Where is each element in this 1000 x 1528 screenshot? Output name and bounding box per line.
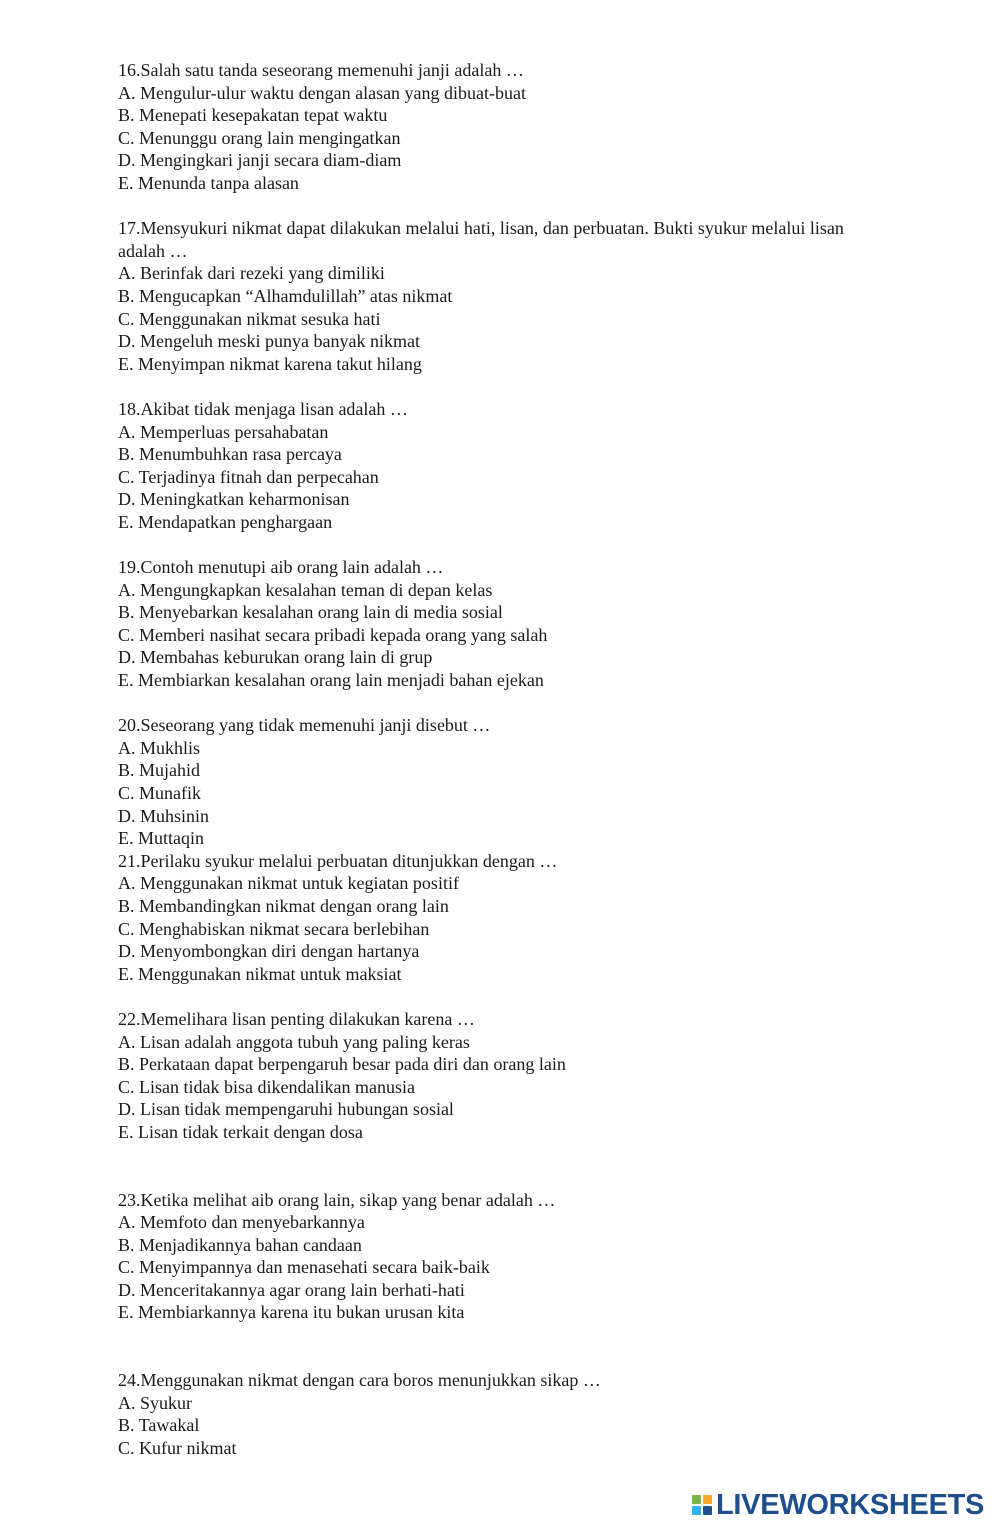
option-b[interactable]: B. Menjadikannya bahan candaan [118,1234,362,1255]
question-20 [118,714,978,850]
option-c[interactable]: C. Menunggu orang lain mengingatkan [118,127,401,148]
option-b[interactable]: B. Menyebarkan kesalahan orang lain di media sosial [118,602,503,623]
option-c[interactable]: C. Menggunakan nikmat sesuka hati [118,308,381,329]
option-a[interactable]: A. Memperluas persahabatan [118,421,329,442]
option-d[interactable]: D. Mengeluh meski punya banyak nikmat [118,331,420,352]
question-prompt: 24.Menggunakan nikmat dengan cara boros menunjukkan sikap … [118,1370,601,1391]
option-e[interactable]: E. Menunda tanpa alasan [118,172,299,193]
worksheet-document [118,59,978,1459]
option-a[interactable]: A. Menggunakan nikmat untuk kegiatan positif [118,873,459,894]
option-c[interactable]: C. Menyimpannya dan menasehati secara baik-baik [118,1257,490,1278]
question-19 [118,556,978,692]
option-d[interactable]: D. Membahas keburukan orang lain di grup [118,647,433,668]
option-e[interactable]: E. Lisan tidak terkait dengan dosa [118,1121,363,1142]
option-e[interactable]: E. Membiarkan kesalahan orang lain menjadi bahan ejekan [118,670,544,691]
option-a[interactable]: A. Berinfak dari rezeki yang dimiliki [118,263,385,284]
question-prompt: 20.Seseorang yang tidak memenuhi janji disebut … [118,715,491,736]
question-prompt: 16.Salah satu tanda seseorang memenuhi janji adalah … [118,60,524,80]
option-b[interactable]: B. Menepati kesepakatan tepat waktu [118,105,388,126]
option-b[interactable]: B. Mengucapkan “Alhamdulillah” atas nikmat [118,285,453,306]
question-prompt: 18.Akibat tidak menjaga lisan adalah … [118,398,408,419]
option-e[interactable]: E. Menggunakan nikmat untuk maksiat [118,963,402,984]
option-a[interactable]: A. Mengulur-ulur waktu dengan alasan yang dibuat-buat [118,82,527,103]
question-21 [118,850,978,986]
question-16 [118,59,978,195]
option-a[interactable]: A. Memfoto dan menyebarkannya [118,1212,365,1233]
option-c[interactable]: C. Kufur nikmat [118,1437,237,1458]
liveworksheets-logo[interactable] [692,1490,984,1520]
option-c[interactable]: C. Terjadinya fitnah dan perpecahan [118,466,379,487]
question-22 [118,1008,978,1144]
question-24 [118,1369,978,1459]
question-17 [118,217,978,375]
question-18 [118,398,978,534]
option-c[interactable]: C. Menghabiskan nikmat secara berlebihan [118,918,430,939]
option-d[interactable]: D. Mengingkari janji secara diam-diam [118,150,402,171]
logo-text: LIVEWORKSHEETS [716,1488,985,1521]
liveworksheets-logo-icon [692,1495,712,1515]
option-d[interactable]: D. Menceritakannya agar orang lain berhati-hati [118,1279,465,1300]
option-b[interactable]: B. Membandingkan nikmat dengan orang lain [118,895,449,916]
option-b[interactable]: B. Menumbuhkan rasa percaya [118,444,342,465]
question-prompt: 17.Mensyukuri nikmat dapat dilakukan melalui hati, lisan, dan perbuatan. Bukti syukur melalui lisan adalah … [118,218,844,261]
option-e[interactable]: E. Muttaqin [118,828,204,849]
option-b[interactable]: B. Tawakal [118,1415,200,1436]
option-c[interactable]: C. Munafik [118,783,201,803]
option-a[interactable]: A. Syukur [118,1392,193,1413]
option-a[interactable]: A. Mukhlis [118,737,201,758]
question-prompt: 22.Memelihara lisan penting dilakukan karena … [118,1008,475,1029]
option-c[interactable]: C. Lisan tidak bisa dikendalikan manusia [118,1076,415,1097]
option-e[interactable]: E. Mendapatkan penghargaan [118,511,333,532]
question-23 [118,1189,978,1325]
option-a[interactable]: A. Mengungkapkan kesalahan teman di depan kelas [118,579,493,600]
option-d[interactable]: D. Lisan tidak mempengaruhi hubungan sosial [118,1099,454,1120]
option-b[interactable]: B. Perkataan dapat berpengaruh besar pada diri dan orang lain [118,1054,566,1075]
option-e[interactable]: E. Membiarkannya karena itu bukan urusan kita [118,1302,465,1323]
question-prompt: 23.Ketika melihat aib orang lain, sikap yang benar adalah … [118,1189,556,1210]
option-e[interactable]: E. Menyimpan nikmat karena takut hilang [118,353,422,374]
option-d[interactable]: D. Meningkatkan keharmonisan [118,489,350,510]
option-c[interactable]: C. Memberi nasihat secara pribadi kepada orang yang salah [118,624,548,645]
option-d[interactable]: D. Menyombongkan diri dengan hartanya [118,941,420,962]
option-b[interactable]: B. Mujahid [118,760,201,781]
option-d[interactable]: D. Muhsinin [118,805,210,826]
question-prompt: 19.Contoh menutupi aib orang lain adalah … [118,557,444,578]
option-a[interactable]: A. Lisan adalah anggota tubuh yang paling keras [118,1031,470,1052]
question-prompt: 21.Perilaku syukur melalui perbuatan ditunjukkan dengan … [118,850,558,871]
